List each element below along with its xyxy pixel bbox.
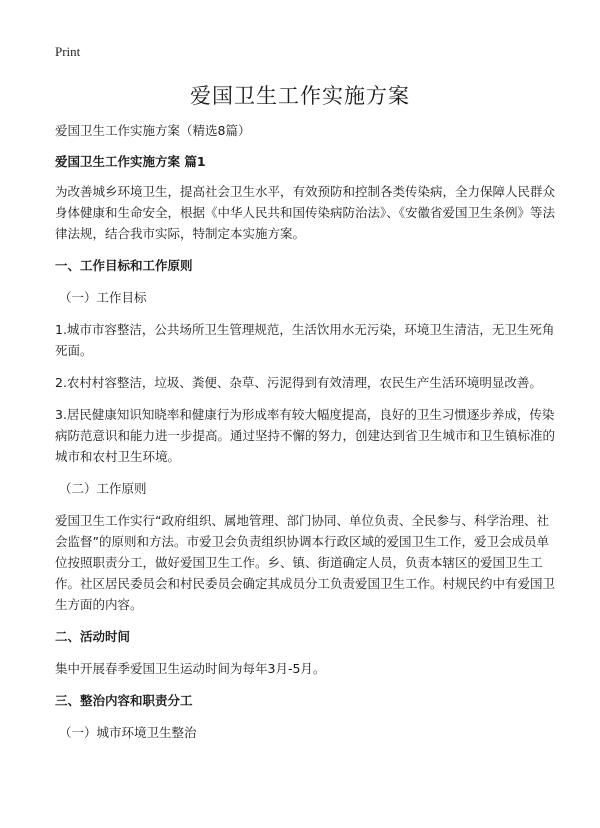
subheading-city-sanitation-text: （一）城市环境卫生整治	[59, 725, 197, 740]
document-body	[55, 120, 555, 754]
section-heading-activity-time: 二、活动时间	[55, 629, 131, 644]
goal-item-3: 3.居民健康知识知晓率和健康行为形成率有较大幅度提高，良好的卫生习惯逐步养成，传染病防范意识和能力进一步提高。通过坚持不懈的努力，创建达到省卫生城市和卫生镇标准的城市和农村卫生环境。	[55, 407, 556, 464]
article-title: 爱国卫生工作实施方案 篇1	[55, 154, 206, 169]
section-heading-content-duties: 三、整治内容和职责分工	[55, 693, 193, 708]
subheading-work-goals	[55, 287, 555, 308]
subheading-work-goals-text: （一）工作目标	[59, 290, 147, 305]
document-subtitle: 爱国卫生工作实施方案（精选8篇）	[55, 123, 251, 138]
goal-item-2: 2.农村村容整洁，垃圾、粪便、杂草、污泥得到有效清理，农民生产生活环境明显改善。	[55, 375, 542, 390]
subheading-work-principles-text: （二）工作原则	[59, 481, 147, 496]
subheading-work-principles	[55, 478, 555, 499]
goal-item-1: 1.城市市容整洁，公共场所卫生管理规范，生活饮用水无污染，环境卫生清洁，无卫生死角死面。	[55, 322, 555, 358]
activity-time-paragraph: 集中开展春季爱国卫生运动时间为每年3月-5月。	[55, 661, 326, 676]
principles-paragraph: 爱国卫生工作实行“政府组织、属地管理、部门协同、单位负责、全民参与、科学治理、社会监督”的原则和方法。市爱卫会负责组织协调本行政区域的爱国卫生工作，爱卫会成员单位按照职责分工，做好爱国卫生工作。乡、镇、街道确定人员，负责本辖区的爱国卫生工作。社区居民委员会和村民委员会确定其成员分工负责爱国卫生工作。村规民约中有爱国卫生方面的内容。	[55, 513, 556, 612]
intro-paragraph: 为改善城乡环境卫生，提高社会卫生水平，有效预防和控制各类传染病，全力保障人民群众身体健康和生命安全，根据《中华人民共和国传染病防治法》、《安徽省爱国卫生条例》等法律法规，结合我市实际，特制定本实施方案。	[55, 184, 556, 241]
section-heading-goals-principles: 一、工作目标和工作原则	[55, 258, 193, 273]
page-title: 爱国卫生工作实施方案	[190, 84, 410, 108]
subheading-city-sanitation	[55, 722, 555, 743]
print-link[interactable]: Print	[55, 44, 81, 59]
